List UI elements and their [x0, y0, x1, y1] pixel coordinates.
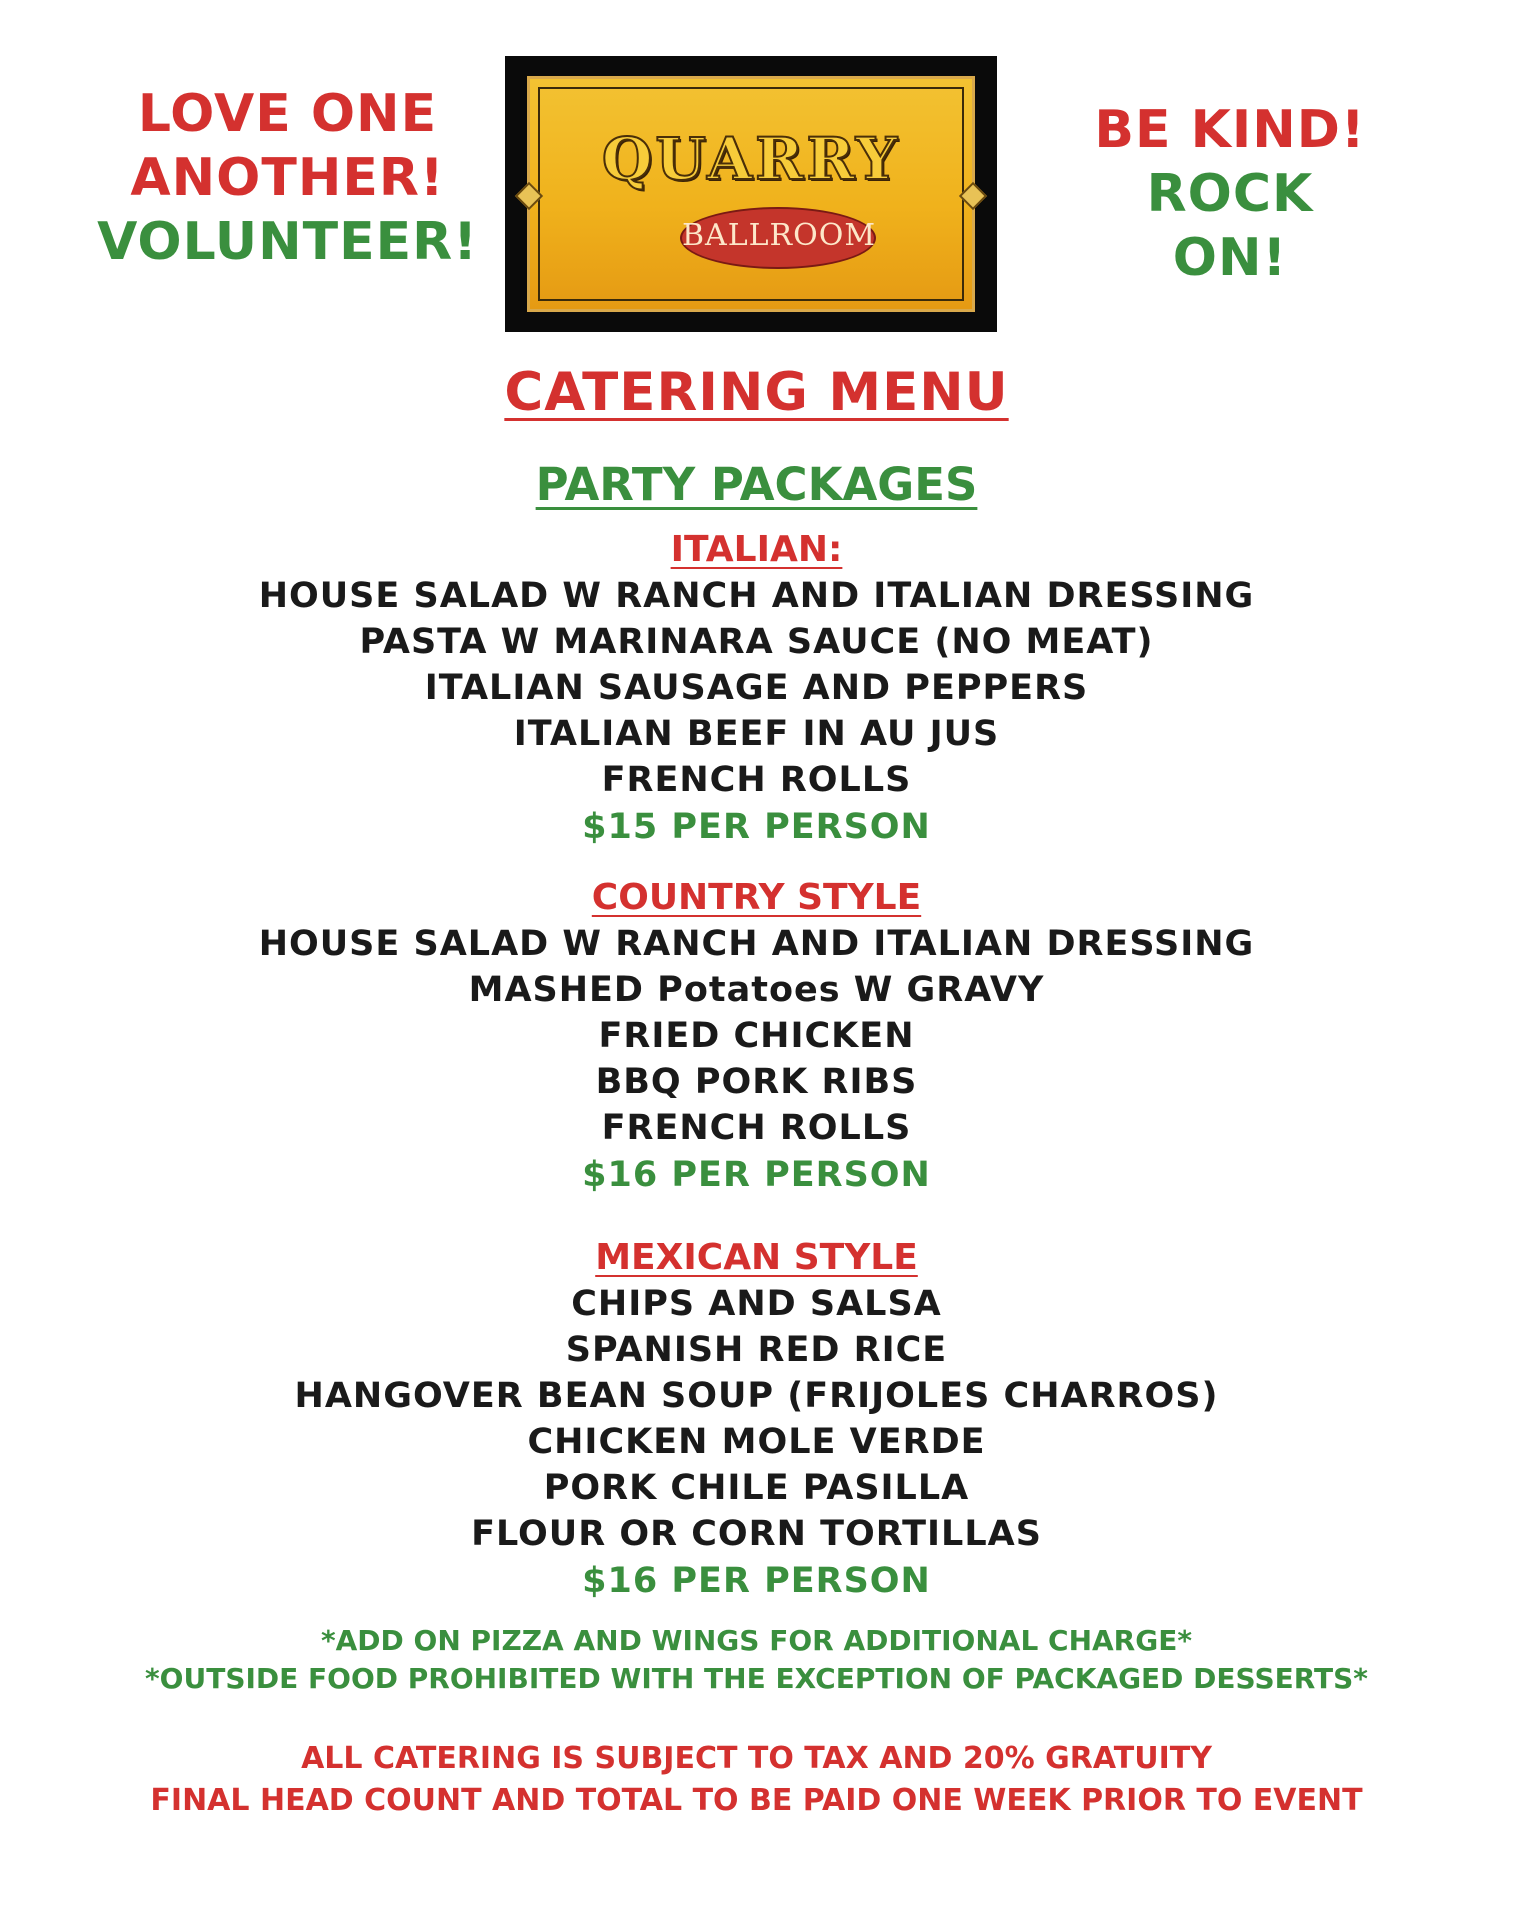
- notes: [0, 1622, 1513, 1698]
- menu-item: HANGOVER BEAN SOUP (FRIJOLES CHARROS): [294, 1376, 1219, 1416]
- slogan-line: ANOTHER!: [130, 148, 445, 208]
- package-heading: MEXICAN STYLE: [595, 1237, 918, 1278]
- slogan-line: BE KIND!: [1094, 100, 1366, 160]
- menu-item: HOUSE SALAD W RANCH AND ITALIAN DRESSING: [258, 924, 1255, 964]
- package-price: $16 PER PERSON: [582, 1155, 931, 1195]
- menu-item: PASTA W MARINARA SAUCE (NO MEAT): [359, 622, 1154, 662]
- menu-item: FRIED CHICKEN: [598, 1016, 915, 1056]
- package-italian: [0, 527, 1513, 851]
- slogan-left: [95, 82, 480, 274]
- note-line: *OUTSIDE FOOD PROHIBITED WITH THE EXCEPTION OF PACKAGED DESSERTS*: [145, 1662, 1368, 1695]
- menu-item: HOUSE SALAD W RANCH AND ITALIAN DRESSING: [258, 576, 1255, 616]
- menu-item: ITALIAN SAUSAGE AND PEPPERS: [424, 668, 1089, 708]
- slogan-line: VOLUNTEER!: [97, 212, 478, 272]
- menu-item: FRENCH ROLLS: [601, 760, 912, 800]
- menu-item: FRENCH ROLLS: [601, 1108, 912, 1148]
- menu-item: FLOUR OR CORN TORTILLAS: [471, 1514, 1042, 1554]
- terms-line: ALL CATERING IS SUBJECT TO TAX AND 20% GRATUITY: [301, 1741, 1212, 1776]
- menu-item: CHIPS AND SALSA: [571, 1284, 942, 1324]
- package-mexican: [0, 1235, 1513, 1605]
- package-heading: ITALIAN:: [670, 529, 843, 570]
- slogan-line: ROCK ON!: [1146, 164, 1314, 288]
- menu-item: ITALIAN BEEF IN AU JUS: [513, 714, 1000, 754]
- logo-frame: [527, 76, 975, 312]
- page-title: CATERING MENU: [504, 362, 1009, 423]
- menu-item: CHICKEN MOLE VERDE: [527, 1422, 986, 1462]
- logo-name: QUARRY: [601, 125, 901, 193]
- slogan-right: [1080, 98, 1380, 290]
- quarry-ballroom-logo: [505, 56, 997, 332]
- note-line: *ADD ON PIZZA AND WINGS FOR ADDITIONAL CHARGE*: [320, 1624, 1192, 1657]
- package-heading: COUNTRY STYLE: [591, 877, 922, 918]
- menu-item: MASHED Potatoes W GRAVY: [468, 970, 1045, 1010]
- menu-item: PORK CHILE PASILLA: [543, 1468, 970, 1508]
- package-price: $15 PER PERSON: [582, 807, 931, 847]
- page-subtitle: PARTY PACKAGES: [535, 458, 978, 511]
- menu-item: BBQ PORK RIBS: [595, 1062, 918, 1102]
- package-country: [0, 875, 1513, 1199]
- terms-line: FINAL HEAD COUNT AND TOTAL TO BE PAID ONE WEEK PRIOR TO EVENT: [150, 1783, 1363, 1818]
- package-price: $16 PER PERSON: [582, 1561, 931, 1601]
- logo-badge: BALLROOM: [680, 207, 876, 269]
- menu-item: SPANISH RED RICE: [565, 1330, 948, 1370]
- terms: [0, 1738, 1513, 1822]
- slogan-line: LOVE ONE: [137, 84, 438, 144]
